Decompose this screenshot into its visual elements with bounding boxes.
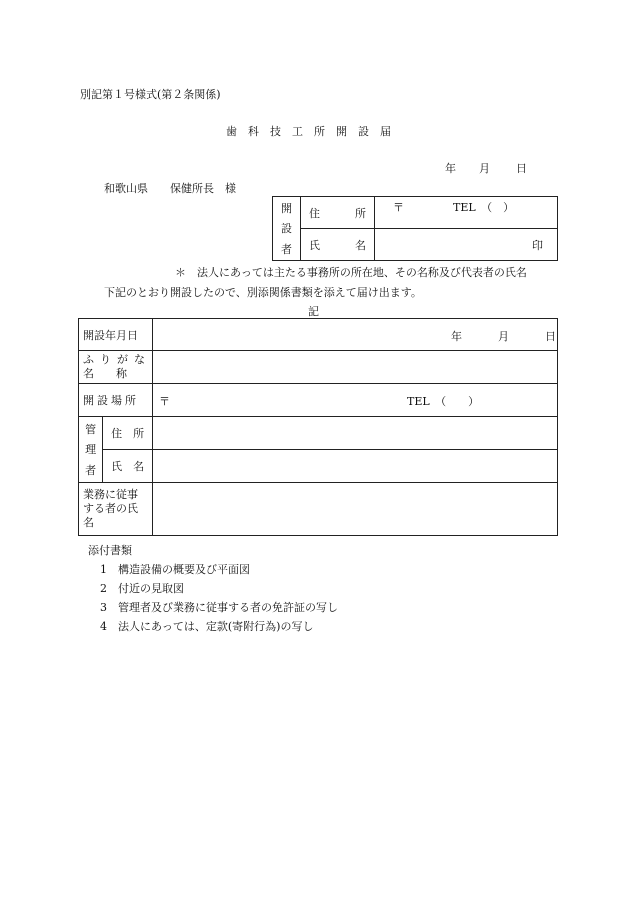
location-postal-mark: 〒 (159, 395, 170, 408)
opening-date-field[interactable]: 年 月 日 (153, 319, 558, 351)
attachment-item: 4 法人にあっては、定款(寄附行為)の写し (100, 620, 314, 633)
applicant-side-label: 開 設 者 (273, 197, 301, 261)
manager-name-field[interactable] (153, 450, 558, 483)
corporate-note: ＊ 法人にあっては主たる事務所の所在地、その名称及び代表者の氏名 (175, 266, 527, 279)
date-day: 日 (516, 162, 527, 175)
facility-name-field[interactable] (153, 351, 558, 384)
form-label: 別記第１号様式(第２条関係) (80, 88, 221, 101)
ki-label: 記 (308, 305, 319, 318)
attachments-heading: 添付書類 (88, 544, 132, 557)
location-label: 開設場所 (79, 384, 153, 417)
opening-date-label: 開設年月日 (79, 319, 153, 351)
applicant-address-field[interactable] (375, 197, 558, 229)
date-year: 年 (445, 162, 456, 175)
workers-field[interactable] (153, 483, 558, 536)
postal-mark: 〒 (393, 201, 404, 214)
applicant-name-label: 氏 名 (301, 229, 375, 261)
details-table (78, 318, 558, 536)
page-title: 歯 科 技 工 所 開 設 届 (226, 125, 391, 138)
location-tel: TEL （ ） (407, 395, 480, 408)
seal-mark: 印 (532, 238, 543, 252)
applicant-address-label: 住 所 (301, 197, 375, 229)
manager-name-label: 氏 名 (103, 450, 153, 483)
workers-label: 業務に従事 する者の氏 名 (79, 483, 153, 536)
attachment-item: 3 管理者及び業務に従事する者の免許証の写し (100, 601, 338, 614)
manager-address-field[interactable] (153, 417, 558, 450)
applicant-name-field[interactable] (375, 229, 558, 261)
facility-name-label: ふりがな 名 称 (79, 351, 153, 384)
applicant-tel: TEL （ ） (453, 201, 515, 214)
attachment-item: 1 構造設備の概要及び平面図 (100, 563, 250, 576)
applicant-table (272, 196, 558, 261)
location-field[interactable] (153, 384, 558, 417)
attachment-item: 2 付近の見取図 (100, 582, 184, 595)
manager-address-label: 住 所 (103, 417, 153, 450)
statement: 下記のとおり開設したので、別添関係書類を添えて届け出ます。 (104, 286, 422, 299)
manager-side-label: 管 理 者 (79, 417, 103, 483)
date-month: 月 (479, 162, 490, 175)
addressee: 和歌山県 保健所長 様 (104, 182, 236, 195)
